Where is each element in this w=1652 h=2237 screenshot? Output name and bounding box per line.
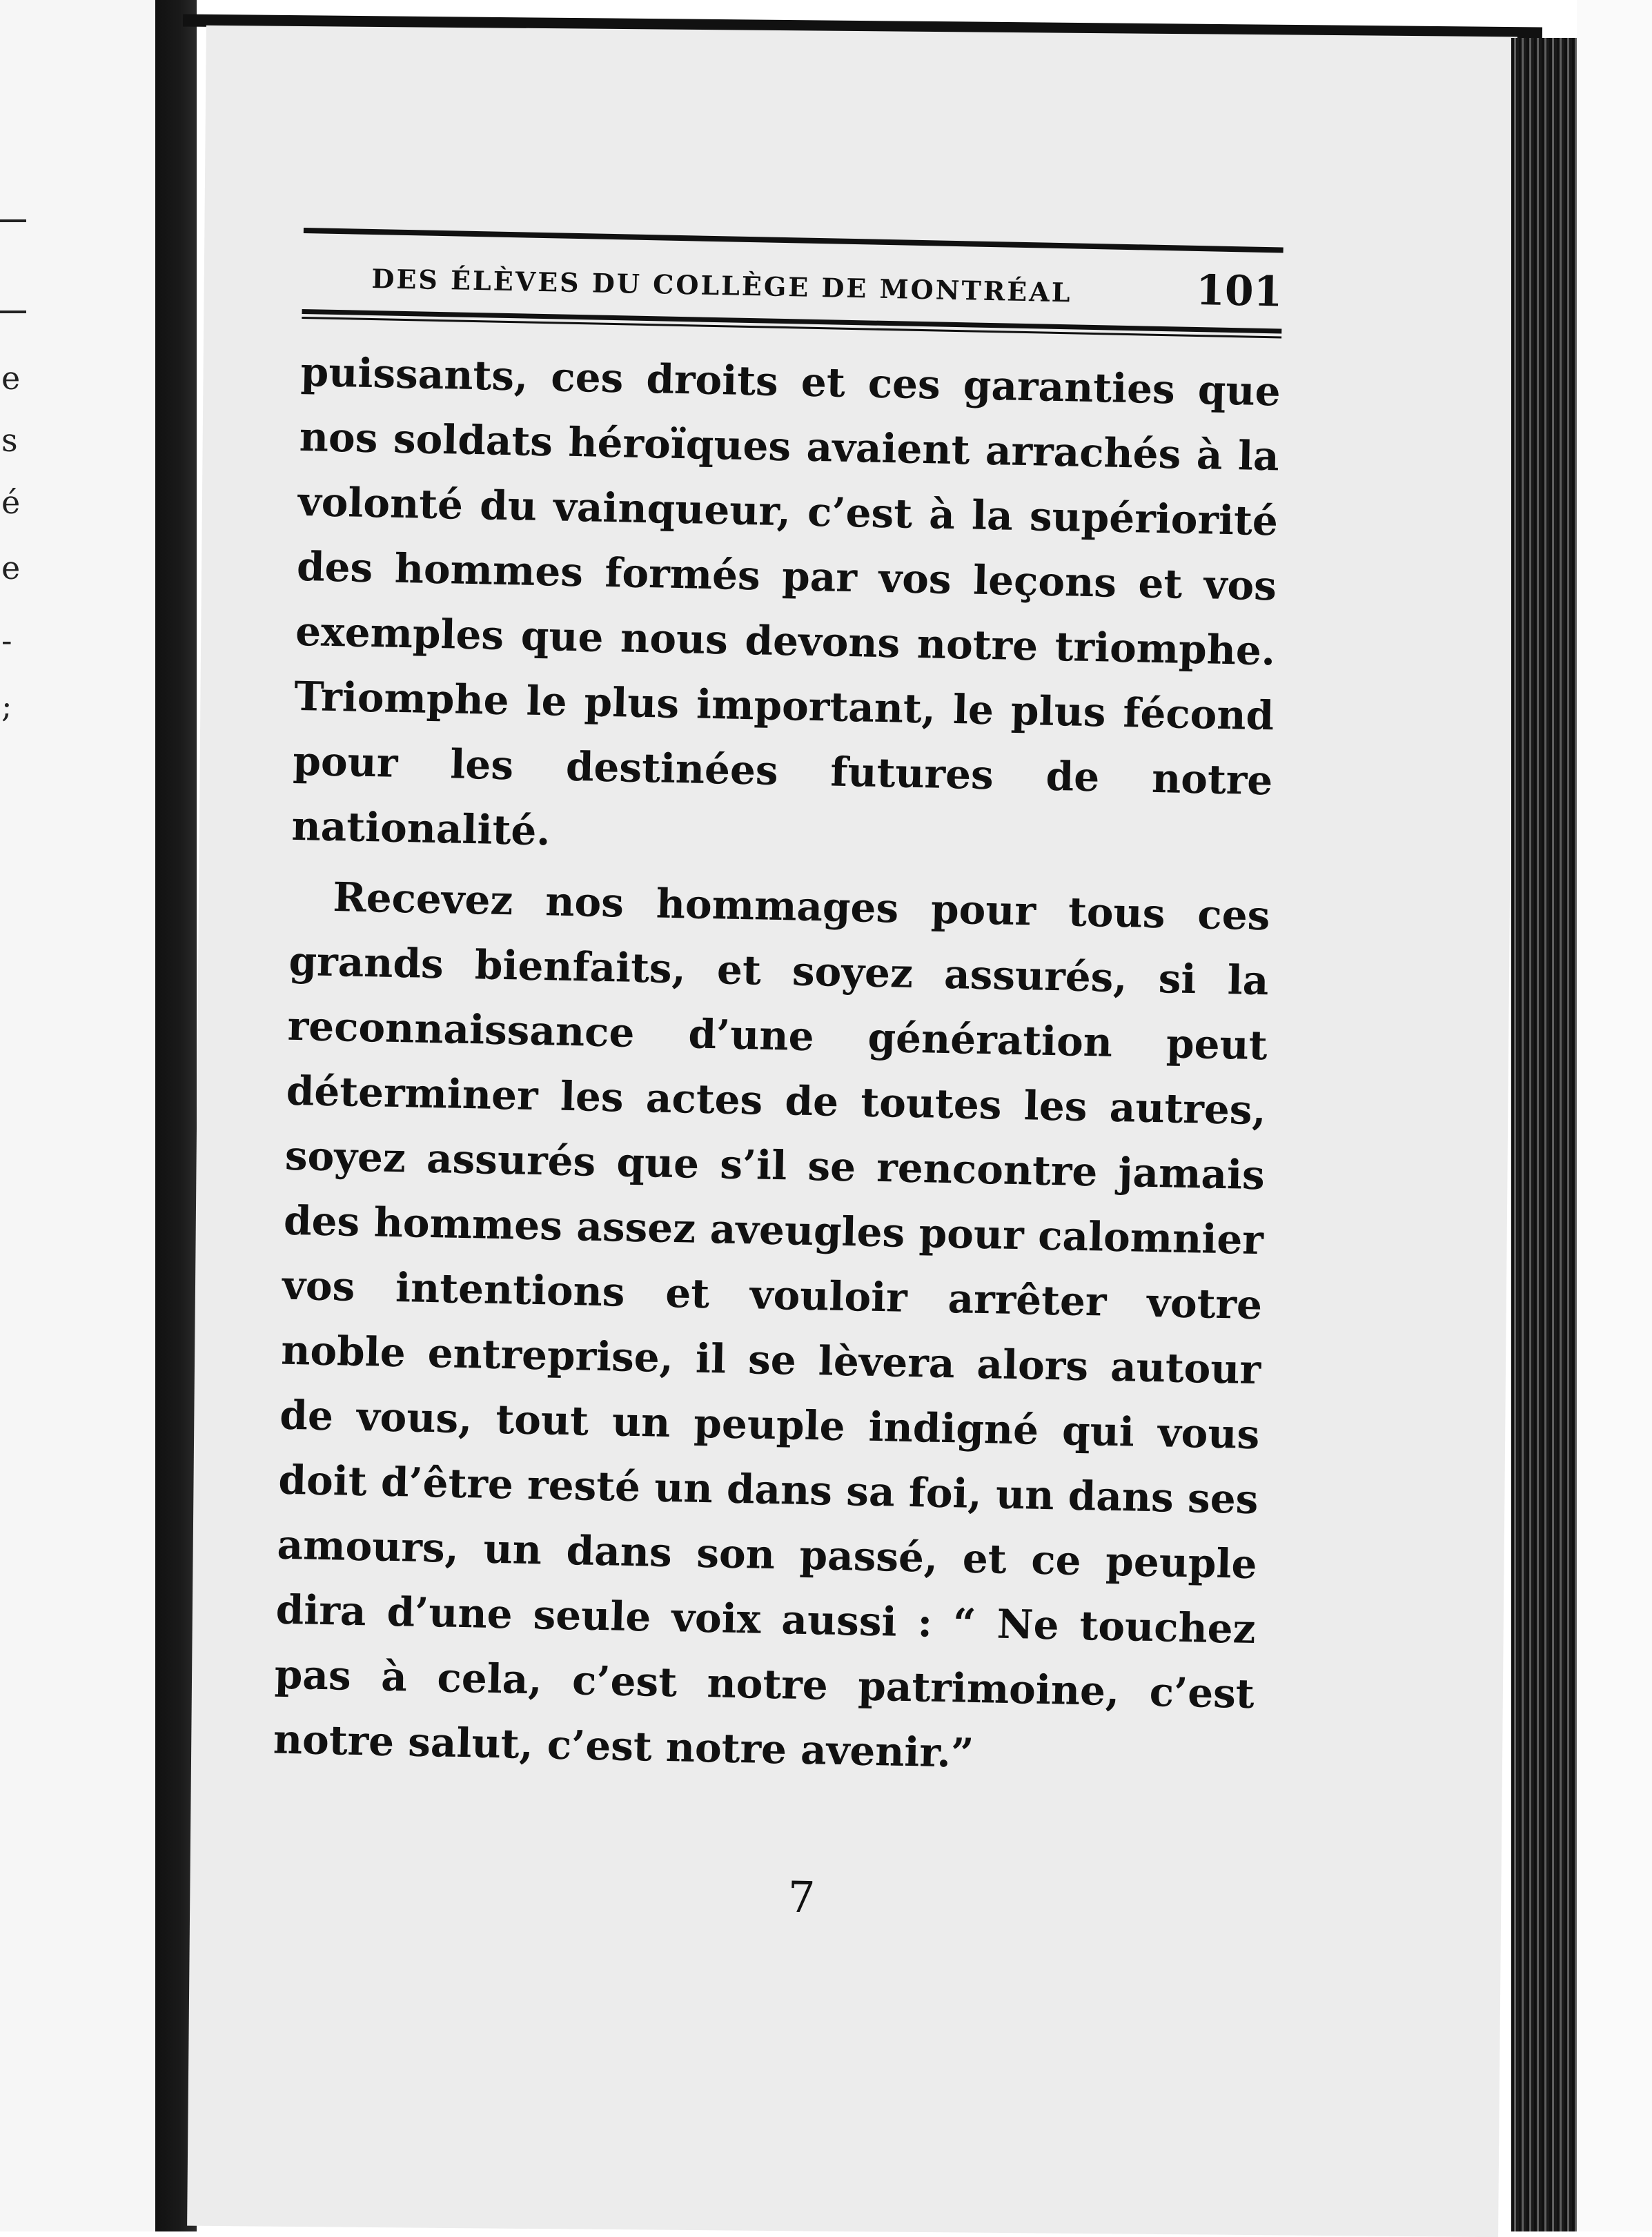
page-content [270,228,1284,1931]
facing-page-fragment: é [1,484,21,521]
paragraph: Recevez nos hommages pour tous ces grands bienfaits, et soyez assurés, si la reconnaissance d’une génération peut déterminer les actes de toutes les autres, soyez assurés que s’il se rencontre jamais des hommes assez aveugles pour calomnier vos intentions et vouloir arrêter votre noble entreprise, il se lèvera alors autour de vous, tout un peuple indigné qui vous doit d’être resté un dans sa foi, un dans ses amours, un dans son passé, et ce peuple dira d’une seule voix aussi : “ Ne touchez pas à cela, c’est notre patrimoine, c’est notre salut, c’est notre avenir.” [273,874,1270,1777]
signature-mark: 7 [787,1871,816,1923]
facing-page-rule [0,311,26,313]
facing-page [0,0,155,2231]
facing-page-fragment: e [1,359,21,397]
scan-margin [1577,0,1652,2231]
facing-page-fragment: s [1,422,18,459]
facing-page-rule [0,219,26,222]
page-stack-edge [1511,38,1577,2231]
page-number: 101 [1195,266,1284,317]
paragraph: puissants, ces droits et ces garanties que nos soldats héroïques avaient arrachés à la volonté du vainqueur, c’est à la supériorité des hommes formés par vos leçons et vos exemples que nous devons notre triomphe. Triomphe le plus important, le plus fécond pour les destinées futures de notre nationalité. [291,348,1281,855]
facing-page-fragment: - [1,622,12,659]
facing-page-fragment: ; [1,687,12,725]
body-text [273,339,1281,1791]
running-title: DES ÉLÈVES DU COLLÈGE DE MONTRÉAL [371,262,1072,308]
facing-page-fragment: e [1,549,21,587]
